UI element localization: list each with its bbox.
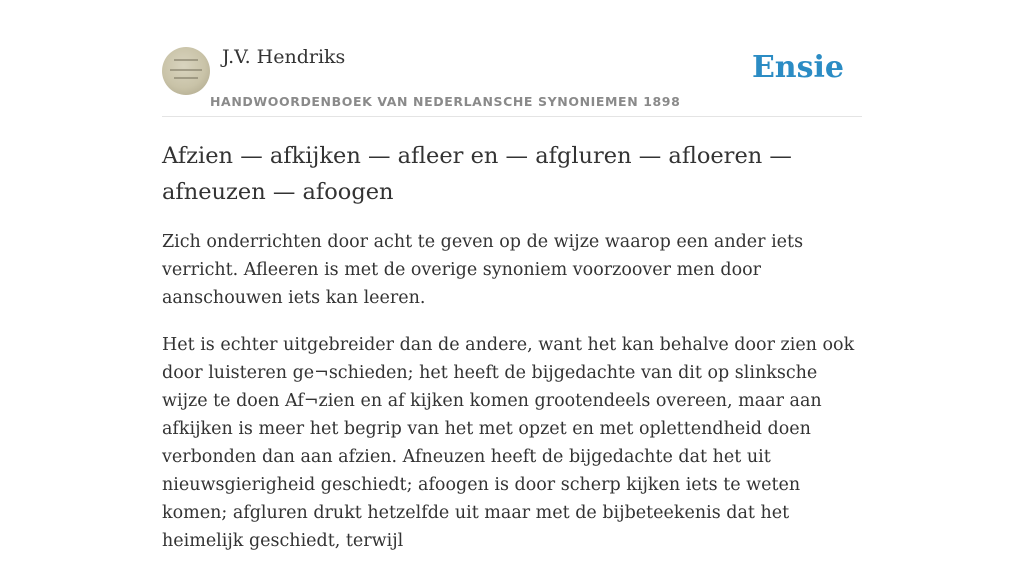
cover-line	[170, 69, 202, 71]
cover-line	[174, 59, 198, 61]
author-name[interactable]: J.V. Hendriks	[222, 46, 346, 68]
site-logo[interactable]: Ensie	[751, 50, 844, 85]
paragraph: Het is echter uitgebreider dan de andere, want het kan behalve door zien ook door luisteren ge¬schieden; het heeft de bijgedachte van dit op slinksche wijze te doen Af¬zien en af kijken komen grootendeels overeen, maar aan afkijken is meer het begrip van het met opzet en met oplettendheid doen verbonden dan aan afzien. Afneuzen heeft de bijgedachte dat het uit nieuwsgierigheid geschiedt; afoogen is door scherp kijken iets te weten komen; afgluren drukt hetzelfde uit maar met de bijbeteekenis dat het heimelijk geschiedt, terwijl	[162, 335, 855, 551]
paragraph: Zich onderrichten door acht te geven op de wijze waarop een ander iets verricht. Afleeren is met de overige synoniem voorzoover men door aanschouwen iets kan leeren.	[162, 232, 804, 308]
page-header	[162, 0, 862, 117]
source-title[interactable]: HANDWOORDENBOEK VAN NEDERLANSCHE SYNONIEMEN 1898	[210, 94, 681, 109]
article-title: Afzien — afkijken — afleer en — afgluren — afloeren — afneuzen — afoogen	[162, 143, 792, 205]
page	[162, 0, 862, 551]
book-cover-icon[interactable]	[162, 47, 210, 95]
cover-line	[174, 77, 198, 79]
article-body	[162, 228, 862, 574]
